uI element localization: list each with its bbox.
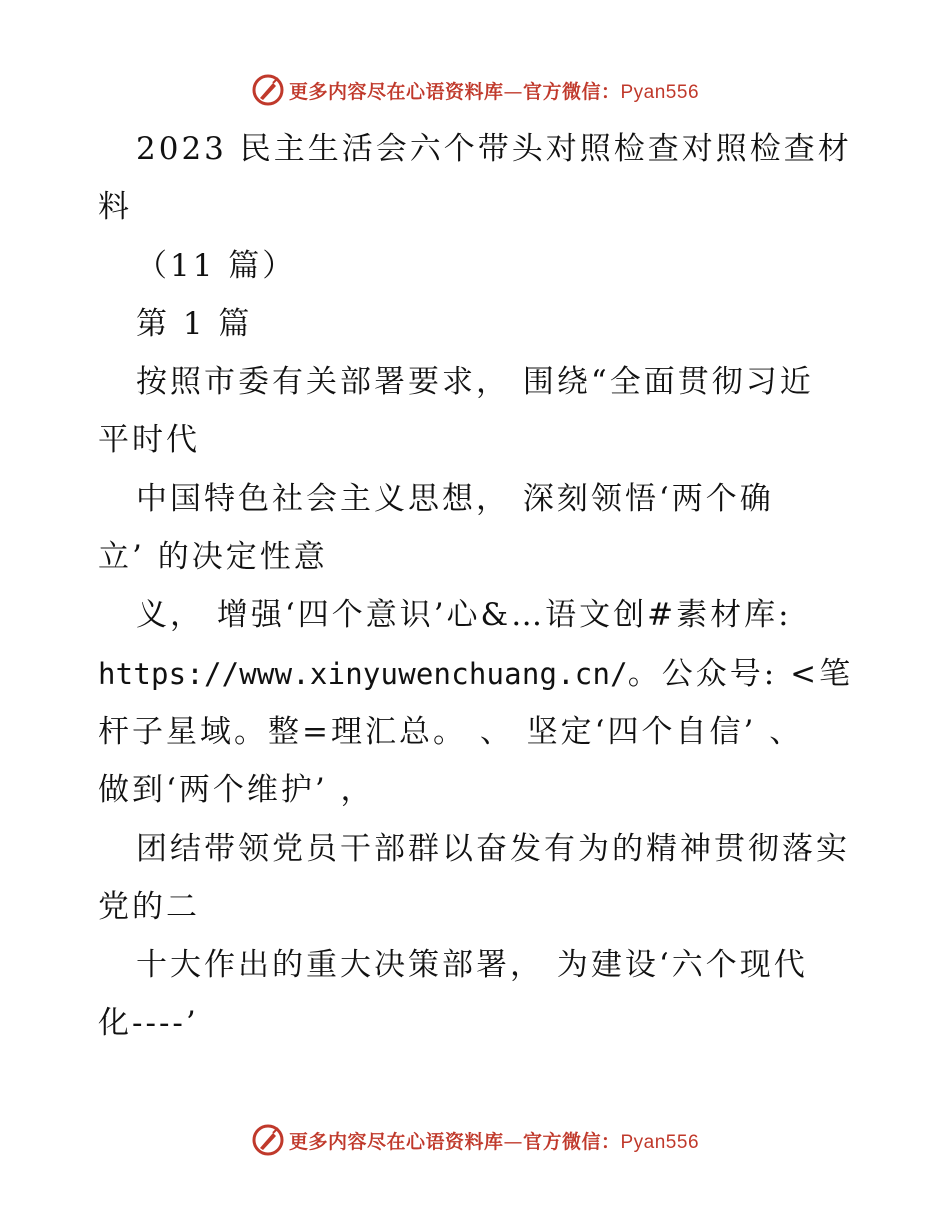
watermark-wechat-label: 官方微信：: [522, 1130, 621, 1153]
watermark-site: 更多内容尽在心语资料库: [288, 80, 504, 103]
watermark-wechat-id: Pyan556: [620, 81, 700, 103]
doc-paragraph-line: 立’ 的决定性意: [98, 539, 328, 576]
doc-url-line: [98, 645, 858, 703]
watermark-wechat-id: Pyan556: [620, 1131, 700, 1153]
quill-logo-icon: [251, 1123, 285, 1157]
document-body: [98, 120, 858, 1053]
watermark-footer: [0, 1120, 950, 1160]
doc-paragraph-line: 团结带领党员干部群以奋发有为的精神贯彻落实: [136, 830, 850, 867]
doc-paragraph-line: 做到‘两个维护’ ，: [98, 772, 375, 809]
watermark-wechat-label: 官方微信：: [522, 80, 621, 103]
watermark-dash: —: [503, 80, 523, 103]
doc-paragraph-line: 杆子星域。整=理汇总。 、 坚定‘四个自信’ 、: [98, 713, 804, 750]
watermark-dash: —: [503, 1130, 523, 1153]
doc-paragraph-line: 化----’: [98, 1005, 199, 1042]
doc-paragraph-line: 党的二: [98, 888, 200, 925]
doc-title-line-1: 2023 民主生活会六个带头对照检查对照检查材: [136, 131, 852, 167]
doc-paragraph-line: 义， 增强‘四个意识’心&…语文创#素材库:: [136, 597, 792, 634]
quill-logo-icon: [251, 73, 285, 107]
watermark-site: 更多内容尽在心语资料库: [288, 1130, 504, 1153]
doc-paragraph-line: 平时代: [98, 422, 200, 459]
doc-url-link: https://www.xinyuwenchuang.cn/: [98, 656, 628, 691]
doc-paragraph-line: 中国特色社会主义思想， 深刻领悟‘两个确: [136, 480, 774, 517]
doc-url-tail: 。公众号: <笔: [627, 655, 854, 692]
watermark-text: [289, 77, 699, 104]
doc-subtitle-count: （11 篇）: [136, 247, 297, 284]
doc-section-heading: 第 1 篇: [136, 305, 253, 342]
doc-paragraph-line: 按照市委有关部署要求， 围绕“全面贯彻习近: [136, 364, 814, 401]
watermark-header: [0, 70, 950, 110]
doc-title-line-2: 料: [98, 189, 132, 226]
doc-paragraph-line: 十大作出的重大决策部署， 为建设‘六个现代: [136, 947, 808, 984]
watermark-text: [289, 1127, 699, 1154]
